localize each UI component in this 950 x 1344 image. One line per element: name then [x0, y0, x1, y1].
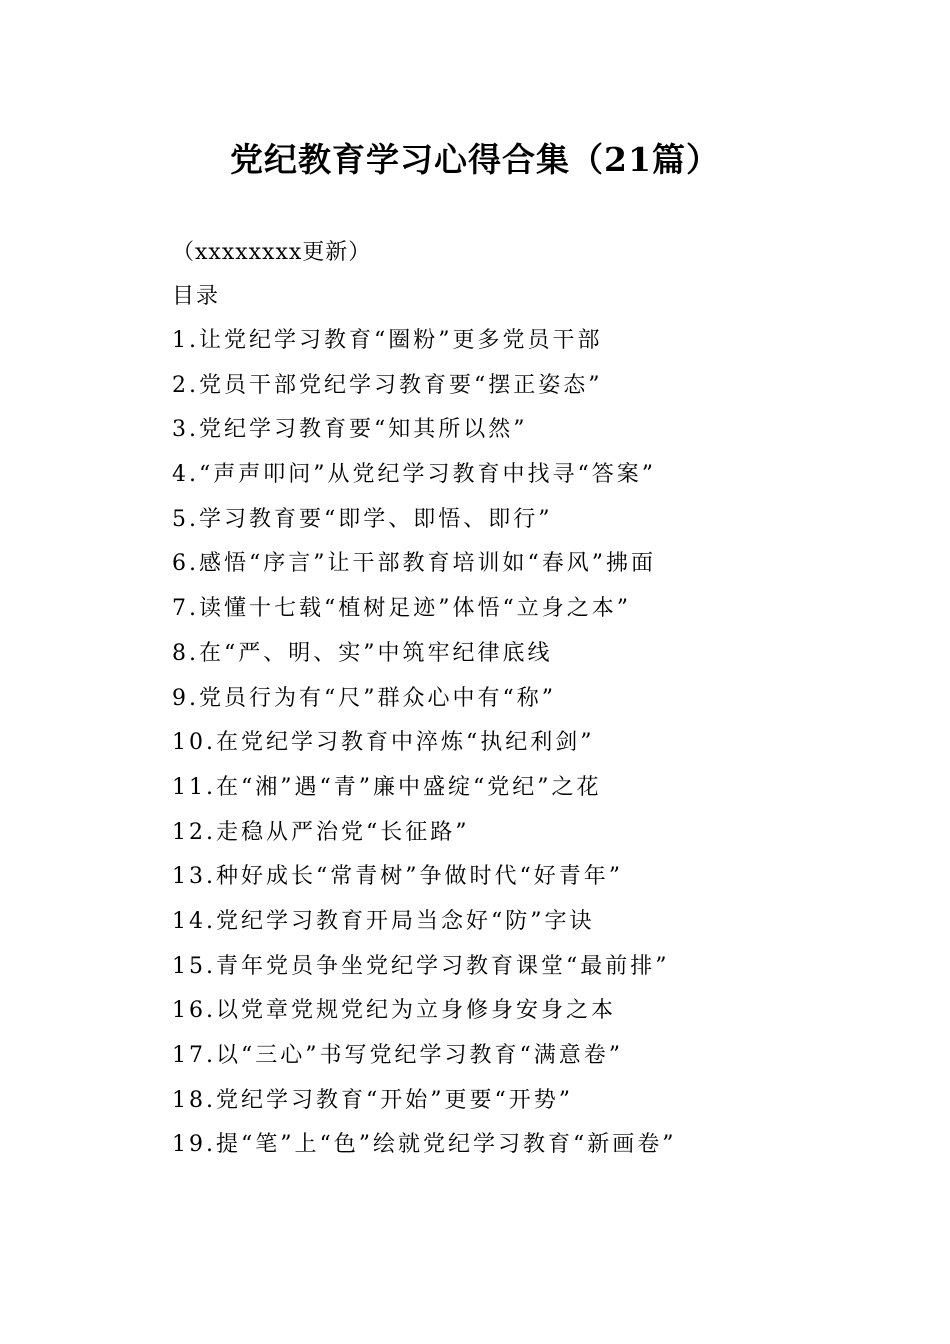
- toc-heading: 目录: [172, 284, 221, 309]
- toc-item-11: 11.在“湘”遇“青”廉中盛绽“党纪”之花: [172, 774, 602, 800]
- toc-item-8: 8.在“严、明、实”中筑牢纪律底线: [172, 640, 553, 666]
- toc-item-2: 2.党员干部党纪学习教育要“摆正姿态”: [172, 372, 603, 398]
- toc-item-18: 18.党纪学习教育“开始”更要“开势”: [172, 1087, 573, 1113]
- toc-item-15: 15.青年党员争坐党纪学习教育课堂“最前排”: [172, 953, 670, 979]
- toc-item-10: 10.在党纪学习教育中淬炼“执纪利剑”: [172, 730, 595, 756]
- toc-item-4: 4.“声声叩问”从党纪学习教育中找寻“答案”: [172, 462, 656, 488]
- toc-item-5: 5.学习教育要“即学、即悟、即行”: [172, 506, 553, 532]
- document-title: 党纪教育学习心得合集（21篇）: [230, 140, 720, 179]
- toc-item-7: 7.读懂十七载“植树足迹”体悟“立身之本”: [172, 596, 631, 622]
- toc-item-12: 12.走稳从严治党“长征路”: [172, 819, 470, 845]
- table-of-contents: [172, 324, 912, 1173]
- toc-item-16: 16.以党章党规党纪为立身修身安身之本: [172, 998, 616, 1024]
- toc-item-19: 19.提“笔”上“色”绘就党纪学习教育“新画卷”: [172, 1132, 677, 1158]
- toc-item-9: 9.党员行为有“尺”群众心中有“称”: [172, 685, 556, 711]
- toc-item-14: 14.党纪学习教育开局当念好“防”字诀: [172, 908, 595, 934]
- update-note: （xxxxxxxx更新）: [172, 240, 372, 265]
- toc-item-17: 17.以“三心”书写党纪学习教育“满意卷”: [172, 1043, 623, 1068]
- toc-item-6: 6.感悟“序言”让干部教育培训如“春风”拂面: [172, 551, 656, 577]
- toc-item-13: 13.种好成长“常青树”争做时代“好青年”: [172, 864, 623, 890]
- toc-item-1: 1.让党纪学习教育“圈粉”更多党员干部: [172, 328, 603, 353]
- toc-item-3: 3.党纪学习教育要“知其所以然”: [172, 417, 528, 443]
